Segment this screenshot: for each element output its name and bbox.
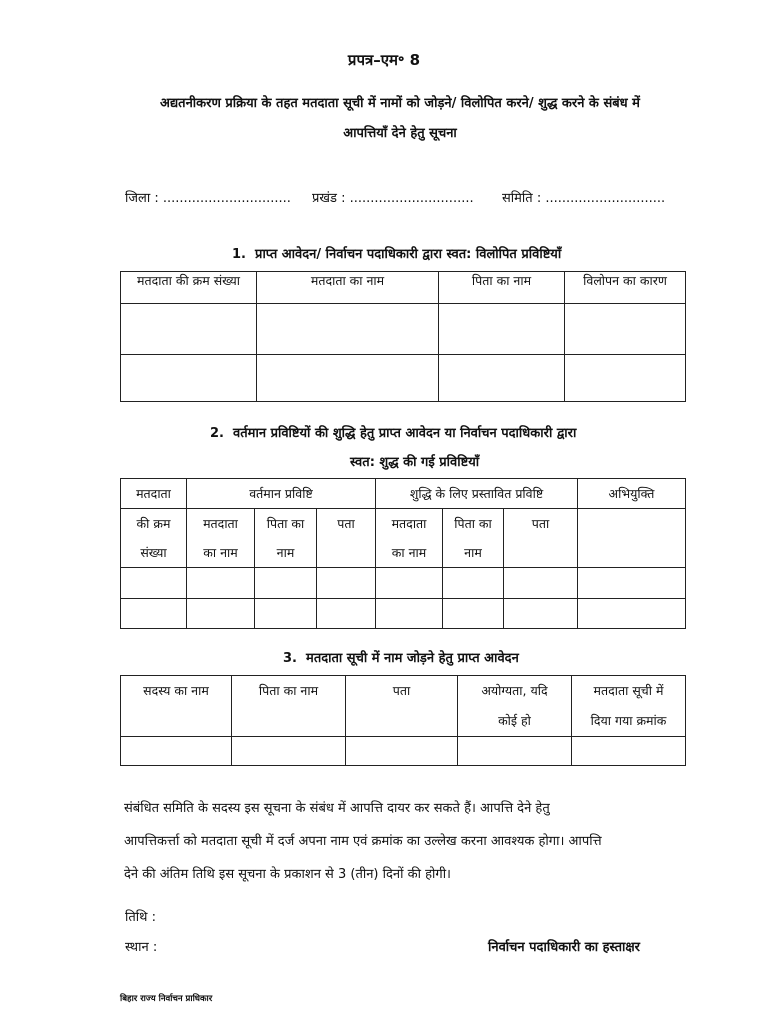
table-cell [317, 599, 376, 629]
section-1-heading [232, 244, 561, 262]
header-proposed-voter-name [376, 509, 443, 568]
district-field: जिला : ............................... [125, 191, 291, 206]
table-cell [578, 568, 686, 599]
section-2-number: 2. [210, 426, 224, 441]
table-cell [255, 568, 317, 599]
table-cell [121, 568, 187, 599]
header-serial-in-list [572, 676, 686, 737]
voter-serial-line-2: की क्रम [136, 516, 171, 531]
addition-entries-table [120, 675, 686, 766]
notice-line-3: देने की अंतिम तिथि इस सूचना के प्रकाशन से 3 (तीन) दिनों की होगी। [124, 867, 451, 882]
table-cell [121, 599, 187, 629]
ineligibility-line-1: अयोग्यता, यदि [481, 683, 548, 698]
header-remarks: अभियुक्ति [578, 479, 686, 509]
block-field: प्रखंड : .............................. [312, 191, 474, 206]
section-3-title: मतदाता सूची में नाम जोड़ने हेतु प्राप्त आवेदन [306, 651, 519, 666]
place-label: स्थान : [125, 940, 158, 955]
table-cell [187, 568, 255, 599]
table-header-row [121, 272, 686, 304]
table-cell [578, 599, 686, 629]
header-current-father-name [255, 509, 317, 568]
header-voter-serial-1: मतदाता [121, 479, 187, 509]
ineligibility-line-2: कोई हो [498, 713, 531, 728]
header-voter-serial-2 [121, 509, 187, 568]
table-cell [443, 599, 504, 629]
current-father-name-line-2: नाम [276, 545, 295, 560]
deleted-entries-table [120, 271, 686, 402]
section-3-heading [283, 648, 519, 666]
table-cell [257, 355, 439, 402]
header-ineligibility [458, 676, 572, 737]
table-cell [232, 737, 346, 766]
table-cell [439, 355, 565, 402]
table-cell [565, 355, 686, 402]
table-cell [376, 568, 443, 599]
section-1-title: प्राप्त आवेदन/ निर्वाचन पदाधिकारी द्वारा स्वत: विलोपित प्रविष्टियाँ [255, 247, 562, 262]
form-title: प्रपत्र–एम॰ 8 [347, 51, 421, 69]
serial-in-list-line-1: मतदाता सूची में [593, 683, 664, 698]
header-father-name: पिता का नाम [232, 676, 346, 737]
notice-line-2: आपत्तिकर्त्ता को मतदाता सूची में दर्ज अपना नाम एवं क्रमांक का उल्लेख करना आवश्यक होगा। आपत्ति [124, 834, 602, 849]
notice-line-1: संबंधित समिति के सदस्य इस सूचना के संबंध में आपत्ति दायर कर सकते हैं। आपत्ति देने हेतु [124, 801, 550, 816]
table-cell [121, 304, 257, 355]
header-deletion-reason: विलोपन का कारण [565, 272, 686, 304]
header-voter-serial: मतदाता की क्रम संख्या [121, 272, 257, 304]
notice-paragraph [124, 792, 690, 891]
header-proposed-address: पता [504, 509, 578, 568]
date-label: तिथि : [125, 910, 156, 925]
table-cell [565, 304, 686, 355]
table-row [121, 304, 686, 355]
section-1-number: 1. [232, 247, 246, 262]
table-cell [443, 568, 504, 599]
committee-field: समिति : ............................. [502, 191, 666, 206]
table-cell [504, 599, 578, 629]
table-cell [504, 568, 578, 599]
header-current-address: पता [317, 509, 376, 568]
header-address: पता [346, 676, 458, 737]
table-cell [572, 737, 686, 766]
proposed-father-name-line-2: नाम [464, 545, 482, 560]
table-cell [317, 568, 376, 599]
table-row [121, 737, 686, 766]
table-cell [121, 355, 257, 402]
table-row [121, 568, 686, 599]
heading-line-1: अद्यतनीकरण प्रक्रिया के तहत मतदाता सूची में नामों को जोड़ने/ विलोपित करने/ शुद्ध करने के संबंध में [160, 96, 640, 111]
voter-serial-line-3: संख्या [140, 545, 167, 560]
heading-line-2: आपत्तियाँ देने हेतु सूचना [343, 126, 457, 141]
table-cell [257, 304, 439, 355]
section-2-heading [210, 423, 576, 441]
current-voter-name-line-2: का नाम [203, 545, 238, 560]
signature-label: निर्वाचन पदाधिकारी का हस्ताक्षर [488, 940, 641, 955]
proposed-father-name-line-1: पिता का [454, 516, 492, 531]
table-row [121, 355, 686, 402]
header-voter-name: मतदाता का नाम [257, 272, 439, 304]
table-cell [255, 599, 317, 629]
table-cell [346, 737, 458, 766]
section-2-title-line-1: वर्तमान प्रविष्टियों की शुद्धि हेतु प्राप्त आवेदन या निर्वाचन पदाधिकारी द्वारा [233, 426, 577, 441]
table-row [121, 599, 686, 629]
serial-in-list-line-2: दिया गया क्रमांक [590, 713, 667, 728]
footer-authority: बिहार राज्य निर्वाचन प्राधिकार [120, 994, 213, 1004]
header-current-entry: वर्तमान प्रविष्टि [187, 479, 376, 509]
header-member-name: सदस्य का नाम [121, 676, 232, 737]
header-remarks-blank [578, 509, 686, 568]
current-father-name-line-1: पिता का [266, 516, 305, 531]
proposed-voter-name-line-1: मतदाता [391, 516, 427, 531]
current-voter-name-line-1: मतदाता [203, 516, 238, 531]
header-father-name: पिता का नाम [439, 272, 565, 304]
table-cell [376, 599, 443, 629]
section-3-number: 3. [283, 651, 297, 666]
correction-entries-table [120, 478, 686, 629]
header-current-voter-name [187, 509, 255, 568]
table-cell [187, 599, 255, 629]
header-proposed-entry: शुद्धि के लिए प्रस्तावित प्रविष्टि [376, 479, 578, 509]
section-2-title-line-2: स्वत: शुद्ध की गई प्रविष्टियाँ [350, 455, 480, 470]
proposed-voter-name-line-2: का नाम [391, 545, 427, 560]
header-proposed-father-name [443, 509, 504, 568]
table-header-row [121, 676, 686, 737]
table-cell [458, 737, 572, 766]
table-cell [121, 737, 232, 766]
table-cell [439, 304, 565, 355]
